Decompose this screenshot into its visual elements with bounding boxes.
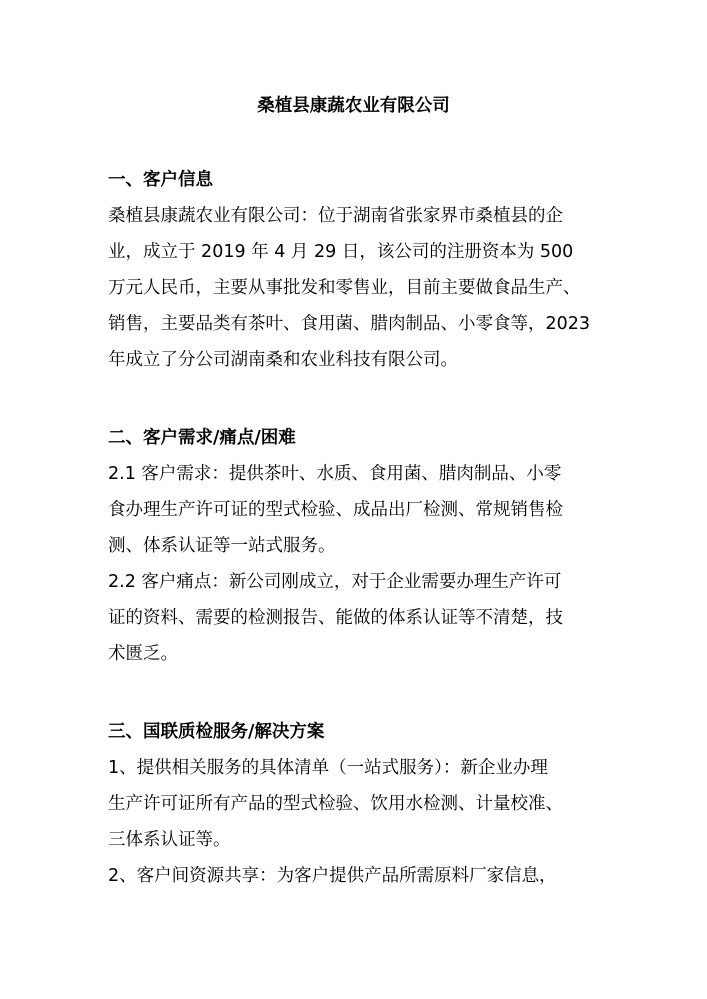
paragraph-line: 食办理生产许可证的型式检验、成品出厂检测、常规销售检 [108, 500, 563, 520]
paragraph-line: 2、客户间资源共享：为客户提供产品所需原料厂家信息， [108, 866, 557, 886]
paragraph-line: 业，成立于 2019 年 4 月 29 日，该公司的注册资本为 500 [108, 242, 574, 262]
paragraph-line: 桑植县康蔬农业有限公司：位于湖南省张家界市桑植县的企 [108, 206, 563, 226]
paragraph-line: 2.1 客户需求：提供茶叶、水质、食用菌、腊肉制品、小零 [108, 464, 562, 484]
section-heading-customer-info: 一、客户信息 [108, 170, 213, 190]
section-heading-customer-needs: 二、客户需求/痛点/困难 [108, 428, 296, 448]
paragraph-line: 术匮乏。 [108, 644, 178, 664]
document-title: 桑植县康蔬农业有限公司 [257, 96, 450, 116]
paragraph-line: 三体系认证等。 [108, 830, 231, 850]
paragraph-line: 生产许可证所有产品的型式检验、饮用水检测、计量校准、 [108, 794, 563, 814]
paragraph-line: 万元人民币，主要从事批发和零售业，目前主要做食品生产、 [108, 278, 581, 298]
paragraph-line: 证的资料、需要的检测报告、能做的体系认证等不清楚，技 [108, 608, 563, 628]
paragraph-line: 销售，主要品类有茶叶、食用菌、腊肉制品、小零食等，2023 [108, 314, 591, 334]
paragraph-line: 1、提供相关服务的具体清单（一站式服务）：新企业办理 [108, 758, 548, 778]
section-heading-solutions: 三、国联质检服务/解决方案 [108, 722, 325, 742]
paragraph-line: 测、体系认证等一站式服务。 [108, 536, 336, 556]
paragraph-line: 年成立了分公司湖南桑和农业科技有限公司。 [108, 350, 458, 370]
paragraph-line: 2.2 客户痛点：新公司刚成立，对于企业需要办理生产许可 [108, 572, 562, 592]
